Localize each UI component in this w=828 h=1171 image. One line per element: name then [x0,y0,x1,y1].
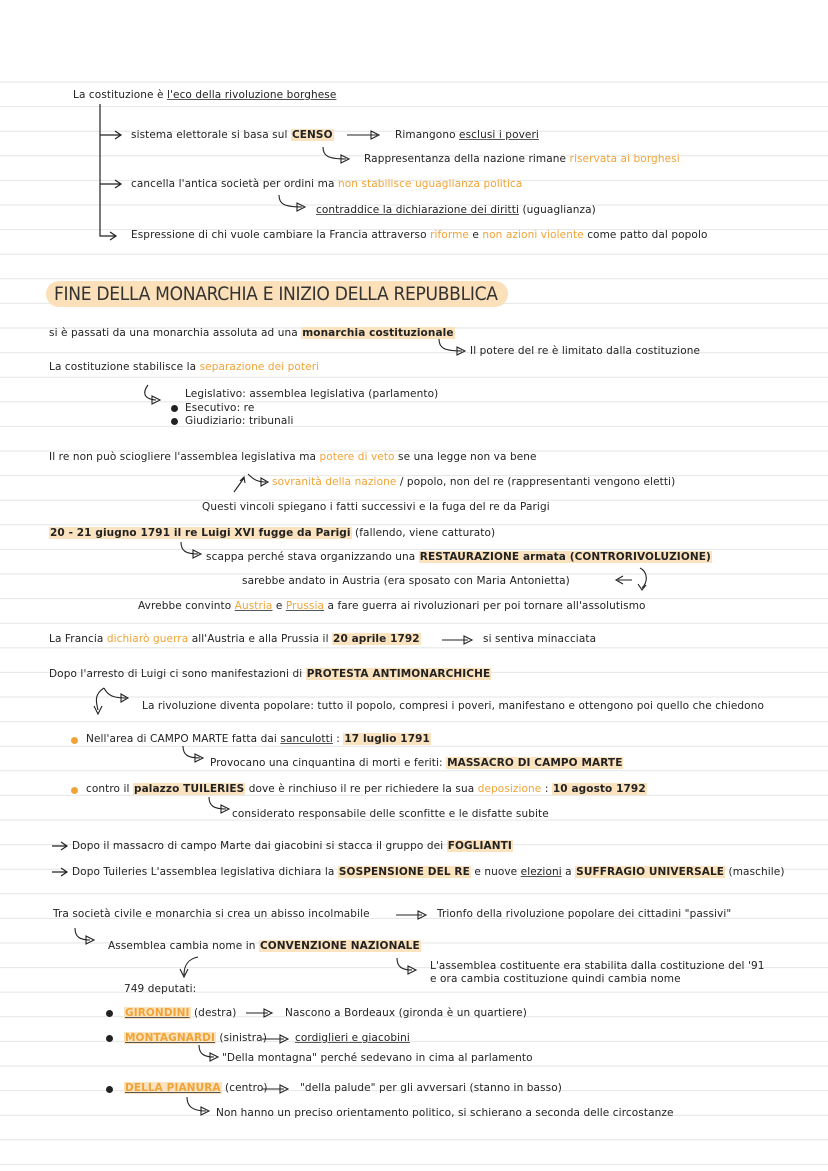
cancella-line: cancella l'antica società per ordini ma non stabilisce uguaglianza politica [131,178,523,190]
massacro-line: Provocano una cinquantina di morti e feriti: MASSACRO DI CAMPO MARTE [210,757,623,769]
arrow-right-icon [396,910,432,920]
curved-arrow-icon [320,147,356,165]
curved-arrow-icon [180,746,210,764]
fuga-line: 20 - 21 giugno 1791 il re Luigi XVI fugge da Parigi (fallendo, viene catturato) [50,527,496,539]
abisso-line: Tra società civile e monarchia si crea un abisso incolmabile [53,908,370,920]
arrow-right-icon [52,867,72,877]
pianura-line: DELLA PIANURA (centro) [125,1082,268,1094]
convenzione-line: Assemblea cambia nome in CONVENZIONE NAZIONALE [108,940,420,952]
bullet-dot [106,1010,113,1017]
dichiarazione-guerra-line: La Francia dichiarò guerra all'Austria e alla Prussia il 20 aprile 1792 [49,633,420,645]
legislativo-item: Legislativo: assemblea legislativa (parlamento) [185,388,439,400]
bullet-dot [171,405,178,412]
arrow-right-icon [52,841,72,851]
bordeaux-line: Nascono a Bordeaux (gironda è un quartiere) [285,1007,527,1019]
down-arrow-icon [176,955,204,981]
proteste-line: Dopo l'arresto di Luigi ci sono manifestazioni di PROTESTA ANTIMONARCHICHE [49,668,491,680]
contraddice-line: contraddice la dichiarazione dei diritti (uguaglianza) [316,204,596,216]
bullet-dot [106,1086,113,1093]
esecutivo-item: Esecutivo: re [185,402,255,414]
guerra-assolutismo-line: Avrebbe convinto Austria e Prussia a fare guerra ai rivoluzionari per poi tornare all'assolutismo [138,600,646,612]
responsabile-line: considerato responsabile delle sconfitte e le disfatte subite [232,808,549,820]
espressione-line: Espressione di chi vuole cambiare la Francia attraverso riforme e non azioni violente come patto dal popolo [131,229,708,241]
tuileries-line: contro il palazzo TUILERIES dove è rinchiuso il re per richiedere la sua deposizione : 10 agosto 1792 [86,783,646,795]
arrow-right-icon [262,1034,294,1044]
arrow-right-icon [262,1084,294,1094]
deputati-label: 749 deputati: [124,983,197,995]
arrow-right-icon [347,130,383,140]
curved-arrow-icon [276,195,312,213]
curved-arrow-icon [394,958,424,976]
foglianti-line: Dopo il massacro di campo Marte dai giacobini si stacca il gruppo dei FOGLIANTI [72,840,512,852]
cordiglieri-line: cordiglieri e giacobini [295,1032,410,1044]
intro-line: La costituzione è l'eco della rivoluzione borghese [73,89,337,101]
poveri-line: Rimangono esclusi i poveri [395,129,539,141]
arrow-right-icon [246,1008,278,1018]
austria-line: sarebbe andato in Austria (era sposato con Maria Antonietta) [242,575,570,587]
costituente-line: L'assemblea costituente era stabilita dalla costituzione del '91 [430,960,765,972]
palude-line: "della palude" per gli avversari (stanno in basso) [300,1082,562,1094]
split-arrow-icon [90,688,134,724]
curved-arrow-icon [436,339,472,357]
separazione-line: La costituzione stabilisce la separazione dei poteri [49,361,320,373]
sospensione-line: Dopo Tuileries L'assemblea legislativa dichiara la SOSPENSIONE DEL RE e nuove elezioni a SUFFRAGIO UNIVERSALE (maschile) [72,866,785,878]
bullet-dot [171,418,178,425]
tree-bracket-icon [0,0,1,1]
monarchia-line: si è passati da una monarchia assoluta ad una monarchia costituzionale [49,327,454,339]
cambia-nome-line: e ora cambia costituzione quindi cambia nome [430,973,681,985]
vincoli-line: Questi vincoli spiegano i fatti successivi e la fuga del re da Parigi [202,501,550,513]
orientamento-line: Non hanno un preciso orientamento politico, si schierano a seconda delle circostanze [216,1107,674,1119]
girondini-line: GIRONDINI (destra) [125,1007,237,1019]
potere-limitato-line: Il potere del re è limitato dalla costituzione [470,345,701,357]
arrow-right-icon [442,635,478,645]
sovranita-line: sovranità della nazione / popolo, non del re (rappresentanti vengono eletti) [272,476,676,488]
curved-arrow-icon [142,385,178,407]
restaurazione-line: scappa perché stava organizzando una RESTAURAZIONE armata (CONTRORIVOLUZIONE) [206,551,711,563]
trionfo-line: Trionfo della rivoluzione popolare dei cittadini "passivi" [437,908,732,920]
rappresentanza-line: Rappresentanza della nazione rimane riservata ai borghesi [364,153,680,165]
rivoluzione-popolare-line: La rivoluzione diventa popolare: tutto il popolo, compresi i poveri, manifestano e ottengono poi quello che chiedono [142,700,764,712]
veto-line: Il re non può sciogliere l'assemblea legislativa ma potere di veto se una legge non va bene [49,451,537,463]
giudiziario-item: Giudiziario: tribunali [185,415,294,427]
curved-arrow-icon [72,928,102,946]
double-arrow-icon [232,470,272,496]
loop-arrow-icon [612,566,652,596]
montagna-line: "Della montagna" perché sedevano in cima al parlamento [222,1052,533,1064]
curved-arrow-icon [178,542,208,560]
campo-marte-line: Nell'area di CAMPO MARTE fatta dai sanculotti : 17 luglio 1791 [86,733,430,745]
bullet-dot [71,737,78,744]
montagnardi-line: MONTAGNARDI (sinistra) [125,1032,267,1044]
curved-arrow-icon [184,1097,218,1117]
bullet-dot [106,1035,113,1042]
bullet-dot [71,787,78,794]
censo-line: sistema elettorale si basa sul CENSO [131,129,333,141]
section-title: FINE DELLA MONARCHIA E INIZIO DELLA REPUBBLICA [46,281,508,307]
minacciata-line: si sentiva minacciata [483,633,597,645]
